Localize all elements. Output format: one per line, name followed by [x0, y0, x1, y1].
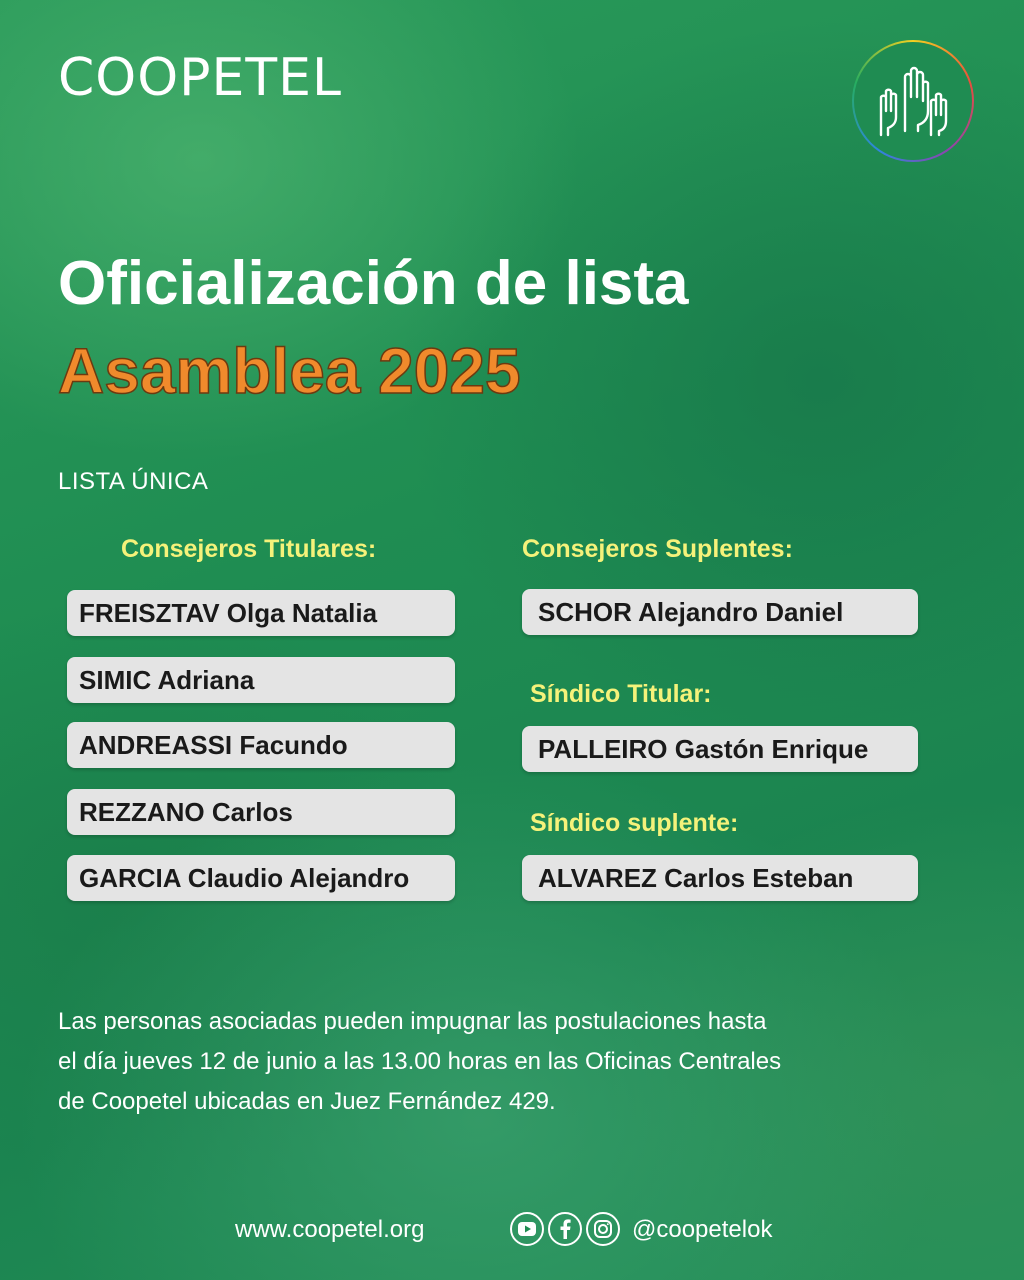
sindico-suplente-heading: Síndico suplente: [530, 809, 739, 837]
notice-line: el día jueves 12 de junio a las 13.00 horas en las Oficinas Centrales [58, 1048, 782, 1075]
consejeros-suplentes-heading: Consejeros Suplentes: [522, 535, 793, 563]
notice-line: de Coopetel ubicadas en Juez Fernández 429. [58, 1088, 556, 1115]
name-pill: GARCIA Claudio Alejandro [67, 855, 455, 901]
page-title: Oficialización de lista [58, 249, 689, 318]
assembly-badge [852, 40, 974, 162]
name-pill: PALLEIRO Gastón Enrique [522, 726, 918, 772]
social-handle[interactable]: @coopetelok [632, 1216, 773, 1243]
sindico-titular-heading: Síndico Titular: [530, 680, 712, 708]
name-pill: SIMIC Adriana [67, 657, 455, 703]
youtube-icon[interactable] [510, 1212, 544, 1246]
page-subtitle: Asamblea 2025 [58, 335, 521, 407]
social-icons [510, 1212, 620, 1246]
website-link[interactable]: www.coopetel.org [235, 1216, 425, 1243]
instagram-icon[interactable] [586, 1212, 620, 1246]
name-pill: ANDREASSI Facundo [67, 722, 455, 768]
facebook-icon[interactable] [548, 1212, 582, 1246]
name-pill: REZZANO Carlos [67, 789, 455, 835]
name-pill: FREISZTAV Olga Natalia [67, 590, 455, 636]
impugnation-notice [58, 1002, 918, 1122]
notice-line: Las personas asociadas pueden impugnar las postulaciones hasta [58, 1008, 767, 1035]
name-pill: SCHOR Alejandro Daniel [522, 589, 918, 635]
raised-hands-icon [873, 61, 953, 141]
name-pill: ALVAREZ Carlos Esteban [522, 855, 918, 901]
footer [0, 1210, 1024, 1254]
consejeros-titulares-heading: Consejeros Titulares: [121, 535, 377, 563]
coopetel-logo: COOPETEL [58, 48, 342, 108]
list-label: LISTA ÚNICA [58, 468, 209, 495]
